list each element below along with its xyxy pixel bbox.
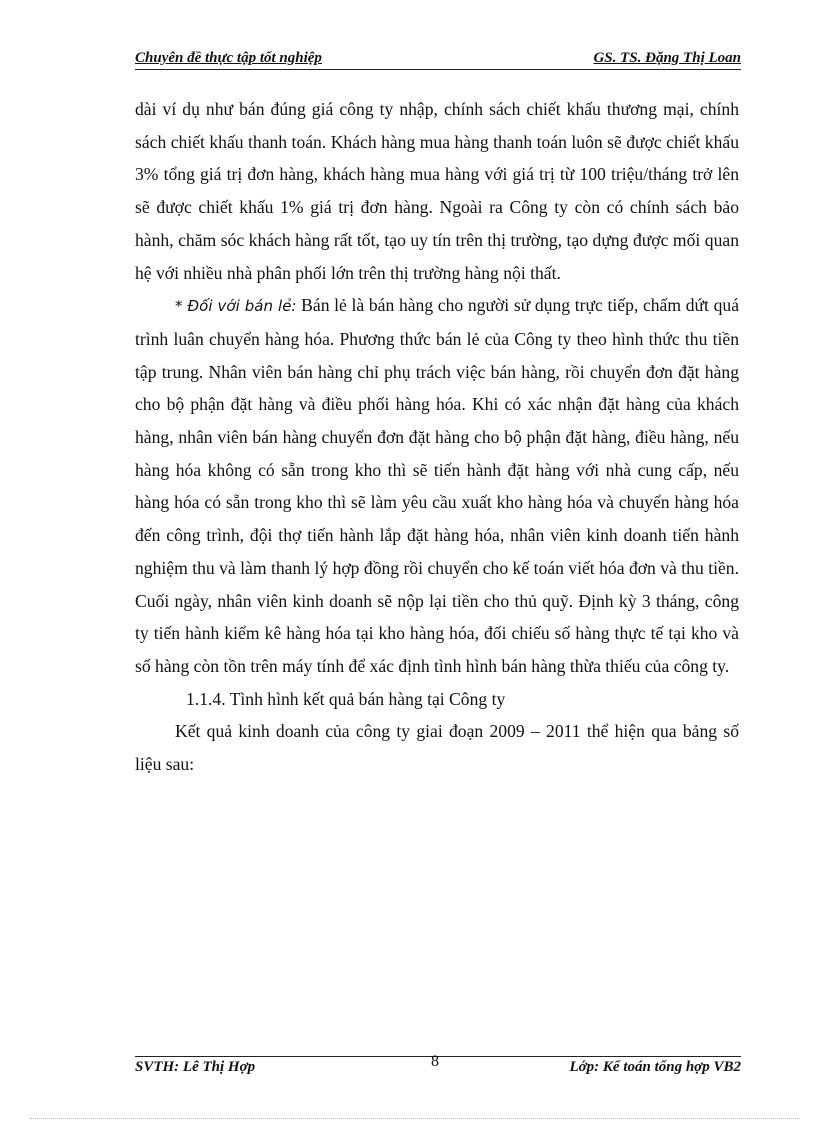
footer-student: SVTH: Lê Thị Hợp [135,1059,256,1075]
retail-text: Bán lẻ là bán hàng cho người sử dụng trực tiếp, chấm dứt quá trình luân chuyển hàng hóa. Phương thức bán lẻ của Công ty theo hình thức thu tiền tập trung. Nhân viên bán hàng chỉ phụ trách việc bán hàng, rồi chuyển đơn đặt hàng cho bộ phận đặt hàng và điều phối hàng hóa. Khi có xác nhận đặt hàng của khách hàng, nhân viên bán hàng chuyển đơn đặt hàng cho bộ phận đặt hàng, điều hàng, nếu hàng hóa không có sẵn trong kho thì sẽ tiến hành đặt hàng với nhà cung cấp, nếu hàng hóa có sẵn trong kho thì sẽ làm yêu cầu xuất kho hàng hóa và chuyển hàng hóa đến công trình, đội thợ tiến hành lắp đặt hàng hóa, nhân viên kinh doanh tiến hành nghiệm thu và làm thanh lý hợp đồng rồi chuyển cho kế toán viết hóa đơn và thu tiền. Cuối ngày, nhân viên kinh doanh sẽ nộp lại tiền cho thủ quỹ. Định kỳ 3 tháng, công ty tiến hành kiểm kê hàng hóa tại kho hàng hóa, đối chiếu số hàng thực tế tại kho và số hàng còn tồn trên máy tính để xác định tình hình bán hàng thừa thiếu của công ty. [135,295,739,676]
footer-class: Lớp: Kế toán tổng hợp VB2 [569,1059,741,1075]
paragraph-retail [135,289,739,682]
header-divider [135,69,741,70]
section-heading: 1.1.4. Tình hình kết quả bán hàng tại Công ty [186,688,506,709]
header-supervisor: GS. TS. Đặng Thị Loan [593,50,741,66]
page-body [135,93,739,781]
retail-label: * Đối với bán lẻ: [175,297,297,316]
page-number: 8 [431,1053,439,1070]
page-header [135,50,741,68]
paragraph-results-intro: Kết quả kinh doanh của công ty giai đoạn 2009 – 2011 thể hiện qua bảng số liệu sau: [135,721,739,775]
paragraph-discount-policy: dài ví dụ như bán đúng giá công ty nhập, chính sách chiết khấu thương mại, chính sách chiết khấu thanh toán. Khách hàng mua hàng thanh toán luôn sẽ được chiết khấu 3% tổng giá trị đơn hàng, khách hàng mua hàng với giá trị từ 100 triệu/tháng trở lên sẽ được chiết khấu 1% giá trị đơn hàng. Ngoài ra Công ty còn có chính sách bảo hành, chăm sóc khách hàng rất tốt, tạo uy tín trên thị trường, tạo dựng được mối quan hệ với nhiều nhà phân phối lớn trên thị trường hàng nội thất. [135,99,739,283]
header-document-title: Chuyên đề thực tập tốt nghiệp [135,50,322,66]
page-footer [135,1053,741,1077]
page-edge-dotted-line [30,1118,800,1119]
